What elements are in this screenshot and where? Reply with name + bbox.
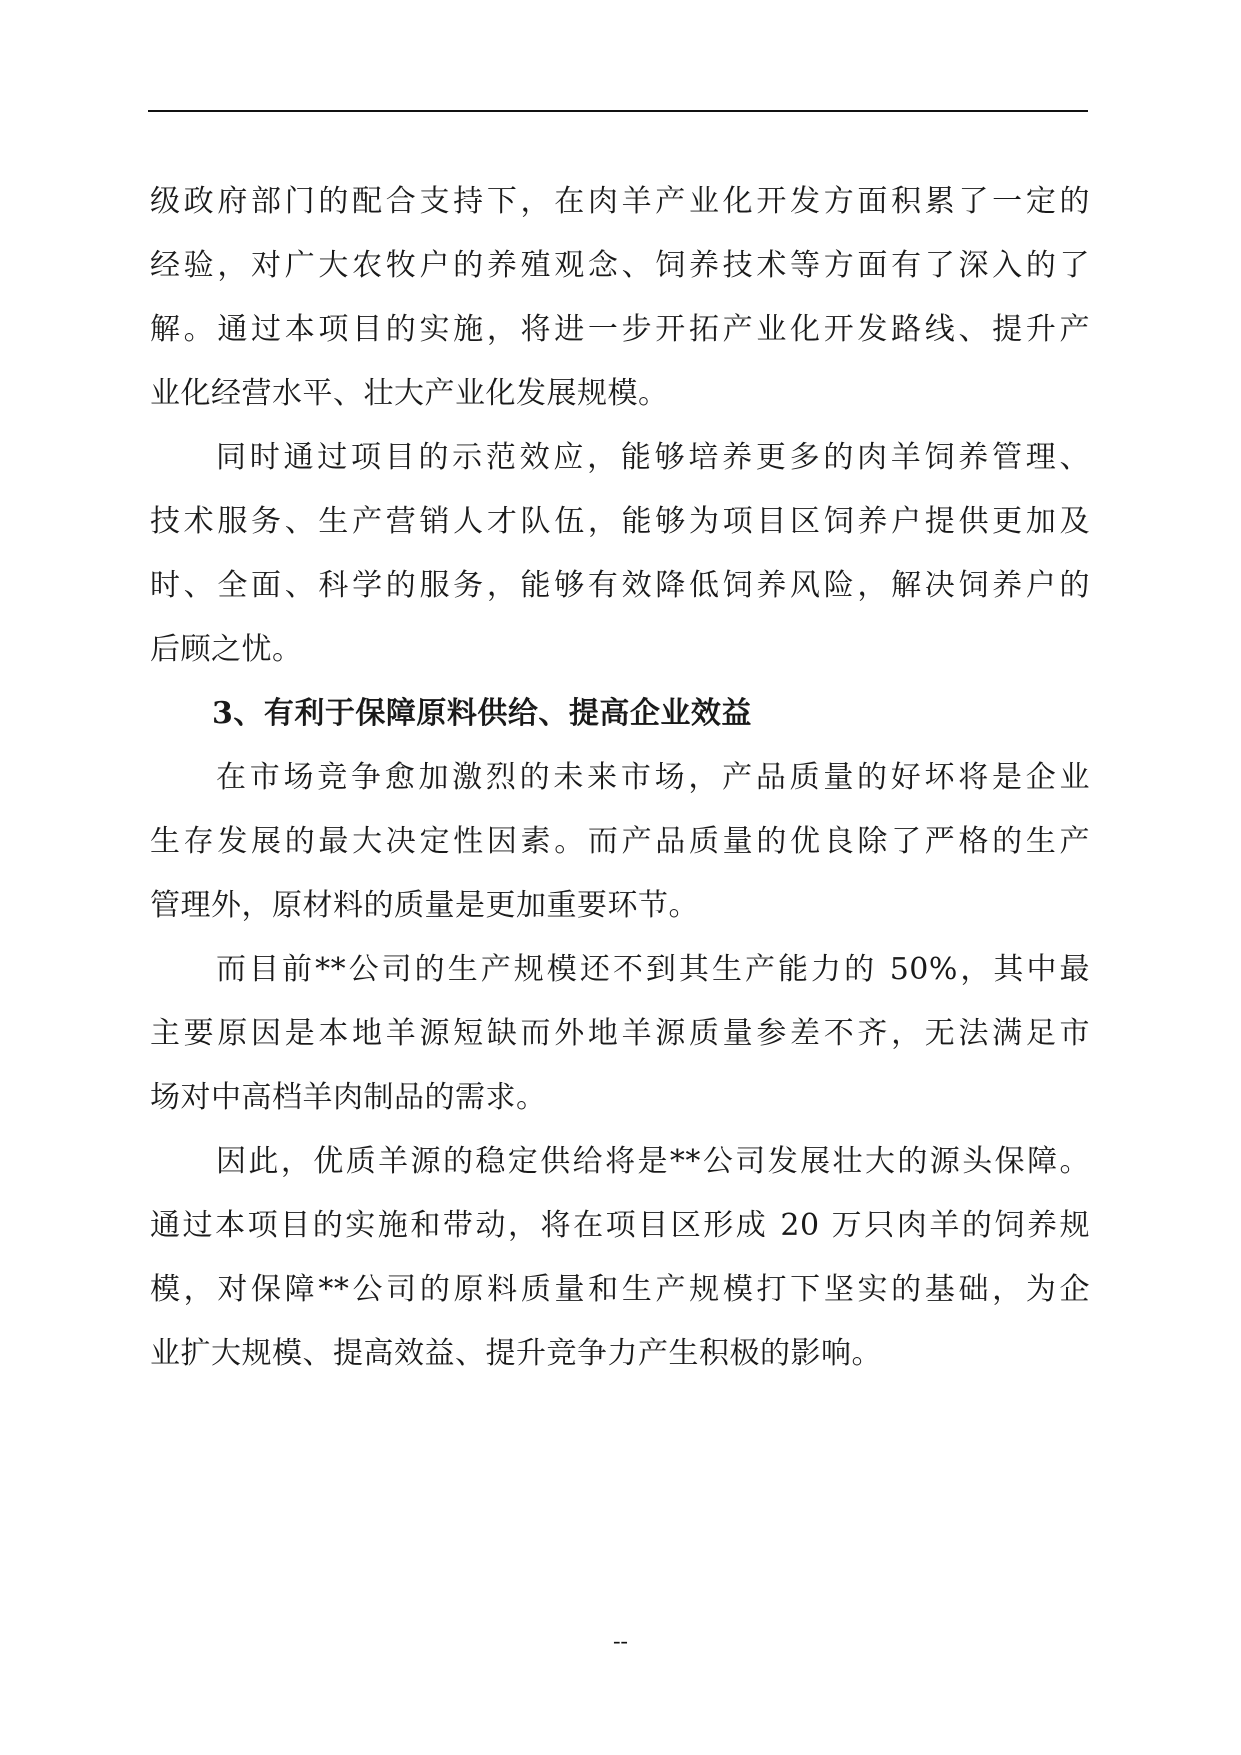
body-text-line: 在市场竞争愈加激烈的未来市场，产品质量的好坏将是企业 <box>216 760 1090 795</box>
body-text-line: 业化经营水平、壮大产业化发展规模。 <box>150 376 669 411</box>
body-text-line: 通过本项目的实施和带动，将在项目区形成 20 万只肉羊的饲养规 <box>150 1208 1090 1243</box>
body-text-line: 而目前**公司的生产规模还不到其生产能力的 50%，其中最 <box>216 952 1090 987</box>
body-text-line: 技术服务、生产营销人才队伍，能够为项目区饲养户提供更加及 <box>150 504 1090 539</box>
body-text-line: 管理外，原材料的质量是更加重要环节。 <box>150 888 699 923</box>
body-text-line: 时、全面、科学的服务，能够有效降低饲养风险，解决饲养户的 <box>150 568 1090 603</box>
body-text-line: 后顾之忧。 <box>150 632 303 667</box>
body-text-line: 同时通过项目的示范效应，能够培养更多的肉羊饲养管理、 <box>216 440 1090 475</box>
body-text-line: 级政府部门的配合支持下，在肉羊产业化开发方面积累了一定的 <box>150 184 1090 219</box>
body-text-line: 主要原因是本地羊源短缺而外地羊源质量参差不齐，无法满足市 <box>150 1016 1090 1051</box>
body-text-line: 模，对保障**公司的原料质量和生产规模打下坚实的基础，为企 <box>150 1272 1090 1307</box>
section-heading: 3、有利于保障原料供给、提高企业效益 <box>212 696 752 731</box>
body-text-line: 业扩大规模、提高效益、提升竞争力产生积极的影响。 <box>150 1336 882 1371</box>
body-text-line: 生存发展的最大决定性因素。而产品质量的优良除了严格的生产 <box>150 824 1090 859</box>
document-body <box>150 184 1090 1400</box>
body-text-line: 因此，优质羊源的稳定供给将是**公司发展壮大的源头保障。 <box>216 1144 1090 1179</box>
body-text-line: 场对中高档羊肉制品的需求。 <box>150 1080 547 1115</box>
body-text-line: 解。通过本项目的实施，将进一步开拓产业化开发路线、提升产 <box>150 312 1090 347</box>
page-footer: -- <box>613 1628 628 1653</box>
body-text-line: 经验，对广大农牧户的养殖观念、饲养技术等方面有了深入的了 <box>150 248 1090 283</box>
header-rule <box>148 110 1088 112</box>
